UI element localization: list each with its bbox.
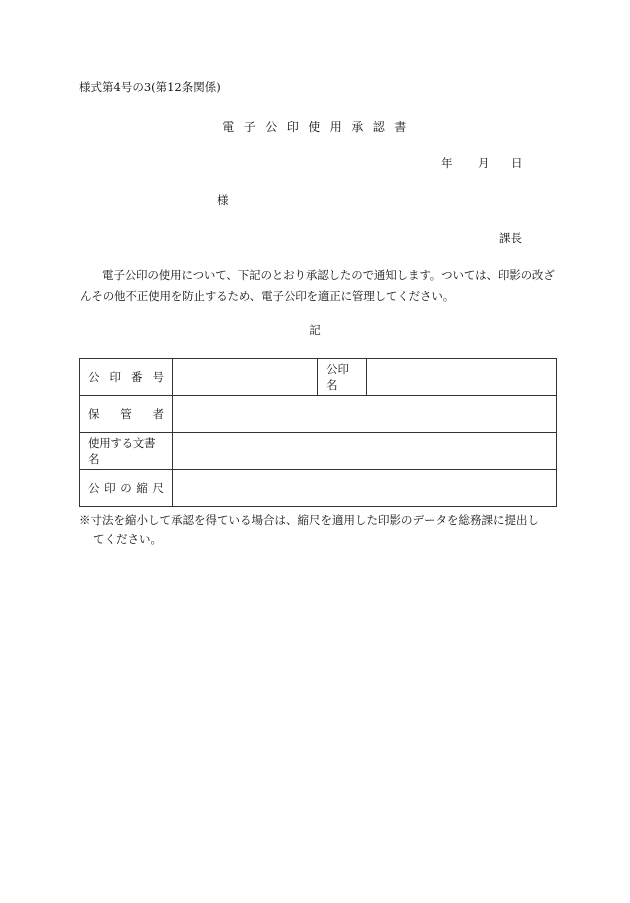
table-row [80, 470, 557, 507]
keeper-field[interactable] [173, 396, 557, 433]
seal-name-label: 公印名 [318, 359, 367, 396]
ki-heading: 記 [309, 323, 321, 337]
document-name-field[interactable] [173, 433, 557, 470]
approval-table [79, 358, 557, 507]
date-year: 年 [441, 156, 453, 170]
keeper-label: 保 管 者 [80, 396, 173, 433]
document-name-label: 使用する文書名 [80, 433, 173, 470]
date-month: 月 [478, 156, 490, 170]
reduction-label: 公 印 の 縮 尺 [80, 470, 173, 507]
seal-name-field[interactable] [367, 359, 557, 396]
sender-title: 課長 [499, 231, 522, 245]
table-row [80, 433, 557, 470]
seal-number-label: 公 印 番 号 [80, 359, 173, 396]
form-number: 様式第4号の3(第12条関係) [79, 80, 221, 94]
seal-number-field[interactable] [173, 359, 318, 396]
reduction-field[interactable] [173, 470, 557, 507]
footnote [79, 511, 559, 549]
table-row [80, 359, 557, 396]
date-day: 日 [511, 156, 523, 170]
body-text: 電子公印の使用について、下記のとおり承認したので通知します。ついては、印影の改ざんその他不正使用を防止するため、電子公印を適正に管理してください。 [80, 268, 555, 303]
document-title: 電子公印使用承認書 [222, 120, 416, 134]
footnote-line1: ※寸法を縮小して承認を得ている場合は、縮尺を適用した印影のデータを総務課に提出し [79, 513, 539, 527]
footnote-line2: てください。 [93, 532, 162, 546]
table-row [80, 396, 557, 433]
recipient-suffix: 様 [217, 193, 229, 207]
